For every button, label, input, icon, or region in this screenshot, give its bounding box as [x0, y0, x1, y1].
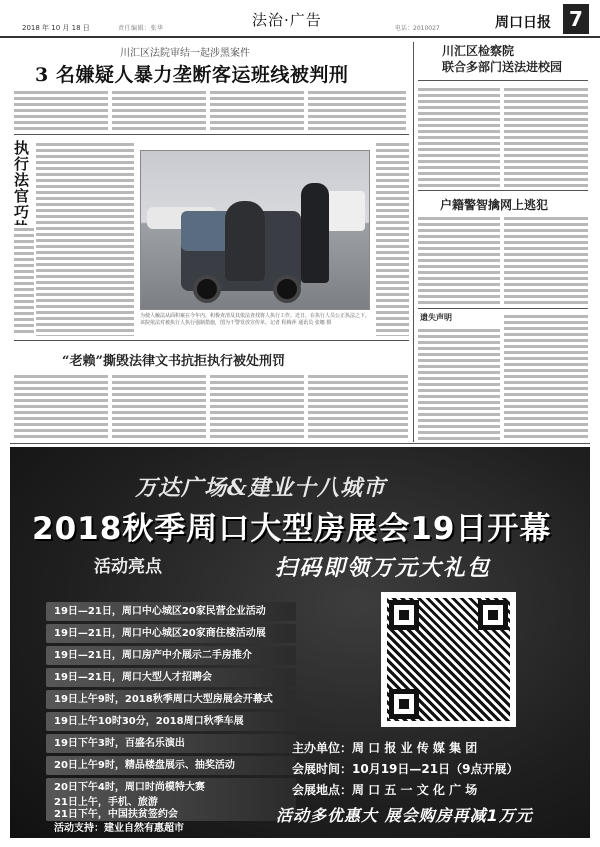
schedule-item: 19日—21日，周口房产中介展示二手房推介 — [46, 646, 296, 665]
second-body-col-2 — [112, 372, 206, 440]
right-body-col-2 — [504, 85, 588, 187]
ad-host: 主办单位：周 口 报 业 传 媒 集 团 — [292, 741, 478, 755]
side-body-col-1 — [36, 140, 134, 336]
section-title: 法治·广告 — [252, 11, 322, 29]
schedule-item: 19日—21日，周口大型人才招聘会 — [46, 668, 296, 687]
ad-venue: 会展地点：周 口 五 一 文 化 广 场 — [292, 783, 478, 797]
contact-info: 电话：2010027 — [395, 25, 440, 32]
side-story-title: 执行法官巧 — [14, 139, 30, 221]
divider — [418, 80, 588, 81]
column-divider — [413, 42, 414, 442]
side-body-col-2 — [14, 225, 34, 336]
ad-time: 会展时间：10月19日—21日（9点开展） — [292, 762, 519, 776]
news-photo — [140, 150, 370, 310]
notice-list-col-1 — [418, 326, 500, 440]
photo-caption: 为使人触法从面积案在今年内，积极查清及其依法查找将人执行工作。近日，在执行人员公正执法之下，该院依法对被执行人执行强制措施，图为干警发放宣传单。记者 程梅萍 通讯员 张娜 摄 — [140, 313, 371, 326]
editor-info: 责任编辑：张华 — [118, 25, 164, 32]
lead-body-col-1 — [14, 88, 108, 130]
notice-list-col-2 — [504, 312, 588, 440]
schedule-item: 19日上午9时，2018秋季周口大型房展会开幕式 — [46, 690, 296, 709]
schedule-item: 20日上午9时，精品楼盘展示、抽奖活动 — [46, 756, 296, 775]
schedule-item: 21日下午，中国扶贫签约会 — [46, 808, 296, 821]
qr-code-icon[interactable] — [381, 592, 516, 727]
schedule-item: 21日上午，手机、旅游 — [46, 795, 296, 810]
schedule-item: 19日下午3时，百盛名乐演出 — [46, 734, 296, 753]
lead-body-col-4 — [308, 88, 406, 130]
issue-date: 2018 年 10 月 18 日 — [22, 24, 90, 32]
schedule-item: 19日—21日，周口中心城区20家商住楼活动展 — [46, 624, 296, 643]
right-body-col-3 — [418, 214, 500, 304]
schedule-item: 19日上午10时30分，2018周口秋季车展 — [46, 712, 296, 731]
right-body-col-4 — [504, 214, 588, 304]
lead-kicker: 川汇区法院审结一起涉黑案件 — [120, 48, 250, 59]
second-body-col-3 — [210, 372, 304, 440]
divider — [418, 190, 588, 191]
real-estate-ad — [10, 447, 590, 838]
divider — [14, 340, 409, 341]
ad-scan-line: 扫码即领万元大礼包 — [275, 556, 492, 581]
newspaper-name: 周口日报 — [495, 15, 551, 31]
ad-top-line: 万达广场&建业十八城市 — [135, 475, 386, 501]
divider — [418, 308, 588, 309]
lead-body-col-3 — [210, 88, 304, 130]
divider — [10, 443, 590, 444]
second-body-col-4 — [308, 372, 408, 440]
ad-main-title: 2018秋季周口大型房展会19日开幕 — [32, 511, 552, 547]
right-headline-2: 户籍警智擒网上逃犯 — [440, 198, 549, 212]
second-body-col-1 — [14, 372, 108, 440]
ad-slogan: 活动多优惠大 展会购房再减1万元 — [276, 806, 533, 825]
lead-body-col-5 — [376, 140, 409, 336]
second-headline: “老赖”撕毁法律文书抗拒执行被处刑罚 — [62, 354, 285, 369]
notice-title: 遗失声明 — [420, 313, 452, 322]
right-body-col-1 — [418, 85, 500, 187]
schedule-item: 19日—21日，周口中心城区20家民营企业活动 — [46, 602, 296, 621]
page-number: 7 — [563, 4, 589, 34]
ad-organizer: 活动支持：建业自然有惠超市 — [54, 823, 184, 834]
lead-body-col-2 — [112, 88, 206, 130]
right-headline: 川汇区检察院 联合多部门送法进校园 — [442, 44, 563, 74]
schedule-item: 20日下午4时，周口时尚模特大赛 — [46, 778, 296, 797]
page-header — [0, 0, 600, 38]
ad-features-label: 活动亮点 — [94, 557, 162, 577]
lead-headline: 3 名嫌疑人暴力垄断客运班线被判刑 — [35, 64, 349, 86]
divider — [14, 134, 409, 135]
